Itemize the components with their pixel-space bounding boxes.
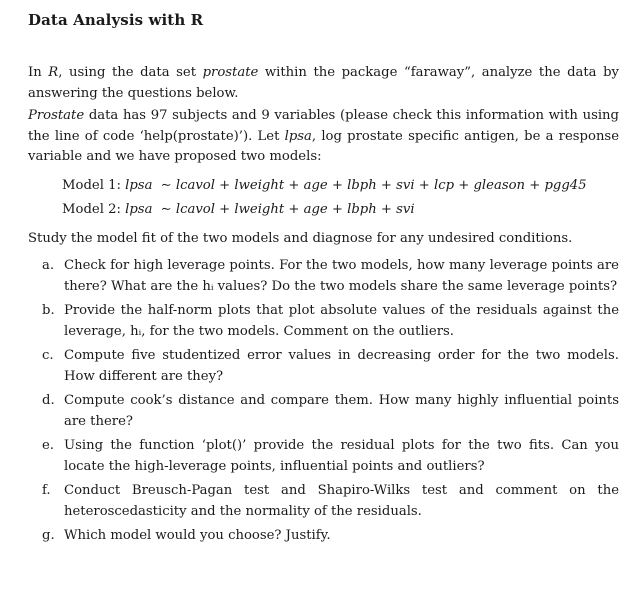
- dataset-text: , log prostate specific antigen, be a response variable and we have proposed two models:: [28, 128, 620, 164]
- intro-paragraph: [28, 63, 619, 104]
- question-label: g.: [42, 528, 55, 543]
- model-1-formula: [28, 174, 619, 198]
- question-text: Provide the half-norm plots that plot absolute values of the residuals against the leverage, hᵢ, for the two models. Comment on the outliers.: [64, 303, 619, 339]
- question-item: [28, 390, 619, 432]
- question-item: [28, 435, 619, 477]
- question-text: Using the function ‘plot()’ provide the residual plots for the two fits. Can you locate the high-leverage points, influential points and outliers?: [64, 438, 619, 474]
- dataset-name: Prostate: [28, 108, 85, 123]
- question-label: a.: [42, 258, 55, 273]
- software-name: R: [48, 65, 59, 80]
- question-item: [28, 345, 619, 387]
- question-text: Compute cook’s distance and compare them. How many highly influential points are there?: [64, 393, 619, 429]
- question-text: Which model would you choose? Justify.: [64, 528, 331, 543]
- question-item: [28, 255, 619, 297]
- question-text: Conduct Breusch-Pagan test and Shapiro-Wilks test and comment on the heteroscedasticity and the normality of the residuals.: [64, 483, 619, 519]
- question-label: f.: [42, 483, 51, 498]
- model-label: Model 1:: [62, 177, 121, 193]
- model-2-formula: [28, 198, 619, 222]
- question-label: d.: [42, 393, 55, 408]
- tilde-symbol: ∼: [156, 201, 176, 217]
- intro-text: , using the data set: [58, 65, 203, 80]
- question-item: [28, 525, 619, 546]
- question-label: b.: [42, 303, 55, 318]
- question-item: [28, 480, 619, 522]
- study-instruction: Study the model fit of the two models and diagnose for any undesired conditions.: [28, 230, 573, 246]
- question-label: e.: [42, 438, 54, 453]
- tilde-symbol: ∼: [156, 177, 176, 193]
- model-response: lpsa: [125, 177, 153, 193]
- models-block: [28, 174, 619, 222]
- dataset-text: data has 97 subjects and 9 variables (please check this information with using the line of code ‘help(prostate)’). Let: [28, 108, 619, 144]
- dataset-name: prostate: [202, 65, 259, 80]
- page-title: Data Analysis with R: [28, 11, 204, 29]
- model-predictors: lcavol + lweight + age + lbph + svi: [175, 201, 415, 217]
- intro-text: within the package “faraway”, analyze the data by answering the questions below.: [28, 65, 620, 101]
- dataset-paragraph: [28, 106, 619, 168]
- question-text: Compute five studentized error values in decreasing order for the two models. How different are they?: [64, 348, 619, 384]
- question-label: c.: [42, 348, 54, 363]
- response-variable: lpsa: [284, 128, 312, 144]
- question-text: Check for high leverage points. For the two models, how many leverage points are there? What are the hᵢ values? Do the two models share the same leverage points?: [64, 258, 619, 294]
- question-item: [28, 300, 619, 342]
- intro-text: In: [28, 65, 49, 80]
- question-list: [28, 255, 619, 546]
- model-predictors: lcavol + lweight + age + lbph + svi + lcp + gleason + pgg45: [175, 177, 587, 193]
- model-response: lpsa: [125, 201, 153, 217]
- model-label: Model 2:: [62, 201, 121, 217]
